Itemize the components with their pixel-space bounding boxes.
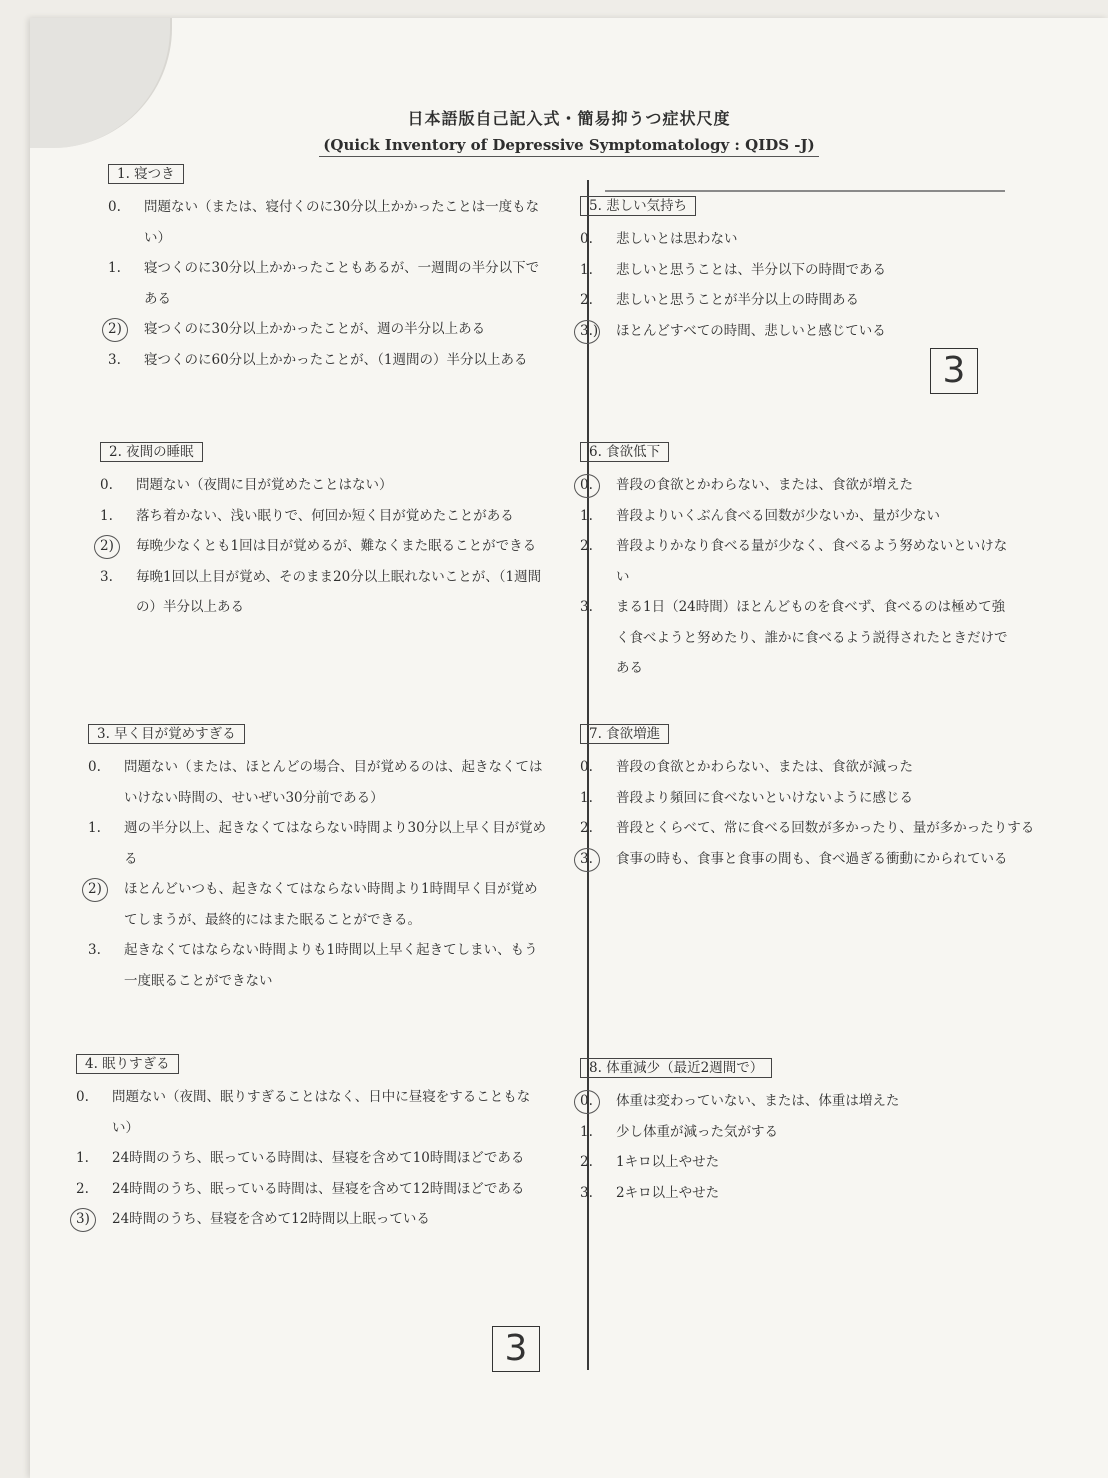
option-text: まる1日（24時間）ほとんどものを食べず、食べるのは極めて強く食べようと努めたり、誰かに食べるよう説得されたときだけである xyxy=(616,599,1008,676)
option-text: 普段よりいくぶん食べる回数が少ないか、量が少ない xyxy=(616,507,940,524)
option-number: 3. xyxy=(580,599,593,615)
answer-option xyxy=(108,253,548,314)
option-number: 2) xyxy=(88,881,102,897)
answer-option xyxy=(580,501,1015,532)
section-header: 8. 体重減少（最近2週間で） xyxy=(580,1058,772,1078)
title-english: (Quick Inventory of Depressive Symptomatology : QIDS -J) xyxy=(319,136,818,157)
option-text: 少し体重が減った気がする xyxy=(616,1123,778,1140)
answer-option xyxy=(580,592,1015,684)
answer-option xyxy=(580,783,1035,814)
score-box-bottom: 3 xyxy=(492,1326,540,1372)
section-sleep-onset xyxy=(108,164,548,375)
option-text: ほとんどいつも、起きなくてはならない時間より1時間早く目が覚めてしまうが、最終的にはまた眠ることができる。 xyxy=(124,881,538,928)
option-text: 問題ない（または、ほとんどの場合、目が覚めるのは、起きなくてはいけない時間の、せいぜい30分前である） xyxy=(124,759,543,806)
option-number: 0. xyxy=(580,1093,593,1109)
option-number: 0. xyxy=(580,477,593,493)
option-number: 3) xyxy=(76,1211,90,1227)
option-number: 2) xyxy=(100,538,114,554)
option-text: 24時間のうち、眠っている時間は、昼寝を含めて12時間ほどである xyxy=(112,1180,525,1197)
option-text: 落ち着かない、浅い眠りで、何回か短く目が覚めたことがある xyxy=(136,507,514,524)
title-english-wrap xyxy=(30,136,1108,154)
answer-option xyxy=(76,1143,548,1174)
option-text: 普段とくらべて、常に食べる回数が多かったり、量が多かったりする xyxy=(616,820,1035,836)
option-number: 1. xyxy=(580,789,593,806)
section-header: 4. 眠りすぎる xyxy=(76,1054,179,1074)
option-text: 食事の時も、食事と食事の間も、食べ過ぎる衝動にかられている xyxy=(616,850,1008,867)
option-text: 問題ない（夜間に目が覚めたことはない） xyxy=(136,477,393,493)
score-box-right: 3 xyxy=(930,348,978,394)
section-header: 6. 食欲低下 xyxy=(580,442,669,462)
answer-option xyxy=(580,470,1015,501)
answer-option xyxy=(580,1147,1000,1178)
option-text: 寝つくのに30分以上かかったこともあるが、一週間の半分以下である xyxy=(144,260,540,307)
option-text: 悲しいとは思わない xyxy=(616,231,738,247)
option-text: 24時間のうち、昼寝を含めて12時間以上眠っている xyxy=(112,1211,430,1227)
option-number: 2. xyxy=(580,292,593,308)
option-number: 1. xyxy=(580,1123,593,1140)
answer-option xyxy=(76,1204,548,1235)
option-text: 悲しいと思うことは、半分以下の時間である xyxy=(616,261,886,278)
option-number: 3. xyxy=(580,850,593,867)
option-text: 寝つくのに30分以上かかったことが、週の半分以上ある xyxy=(144,321,486,337)
option-number: 3. xyxy=(108,351,121,368)
section-header: 5. 悲しい気持ち xyxy=(580,196,696,216)
answer-option xyxy=(88,874,548,935)
questionnaire-sheet xyxy=(30,18,1108,1478)
section-appetite-increase xyxy=(580,724,1035,874)
section-night-sleep xyxy=(100,442,548,623)
option-number: 2. xyxy=(580,820,593,836)
section-appetite-decrease xyxy=(580,442,1015,684)
option-number: 0. xyxy=(76,1089,89,1105)
answer-option xyxy=(580,1086,1000,1117)
option-number: 0. xyxy=(88,759,101,775)
answer-option xyxy=(108,345,548,376)
answer-option xyxy=(88,813,548,874)
answer-option xyxy=(88,752,548,813)
option-text: 起きなくてはならない時間よりも1時間以上早く起きてしまい、もう一度眠ることができない xyxy=(124,942,538,989)
option-number: 0. xyxy=(580,759,593,775)
answer-option xyxy=(100,470,548,501)
answer-option xyxy=(580,1117,1000,1148)
answer-option xyxy=(100,501,548,532)
answer-option xyxy=(108,192,548,253)
option-number: 0. xyxy=(580,231,593,247)
answer-option xyxy=(580,531,1015,592)
option-text: 普段の食欲とかわらない、または、食欲が増えた xyxy=(616,477,913,493)
option-number: 3. xyxy=(88,942,101,958)
option-text: 普段より頻回に食べないといけないように感じる xyxy=(616,789,913,806)
answer-option xyxy=(100,562,548,623)
option-text: 悲しいと思うことが半分以上の時間ある xyxy=(616,292,859,308)
answer-option xyxy=(100,531,548,562)
answer-option xyxy=(580,316,980,347)
option-number: 1. xyxy=(88,820,101,836)
section-oversleeping xyxy=(76,1054,548,1235)
answer-option xyxy=(76,1082,548,1143)
option-number: 2. xyxy=(76,1180,89,1197)
answer-option xyxy=(108,314,548,345)
option-text: 普段の食欲とかわらない、または、食欲が減った xyxy=(616,759,913,775)
option-text: 24時間のうち、眠っている時間は、昼寝を含めて10時間ほどである xyxy=(112,1150,525,1166)
answer-option xyxy=(580,844,1035,875)
answer-option xyxy=(580,752,1035,783)
option-number: 2) xyxy=(108,321,122,337)
option-text: 普段よりかなり食べる量が少なく、食べるよう努めないといけない xyxy=(616,538,1008,585)
title-japanese: 日本語版自己記入式・簡易抑うつ症状尺度 xyxy=(407,109,731,128)
option-number: 1. xyxy=(580,261,593,278)
option-text: 毎晩少なくとも1回は目が覚めるが、難なくまた眠ることができる xyxy=(136,538,537,554)
answer-option xyxy=(580,255,980,286)
right-rule xyxy=(605,190,1005,192)
option-text: 問題ない（または、寝付くのに30分以上かかったことは一度もない） xyxy=(144,199,540,246)
option-text: 2キロ以上やせた xyxy=(616,1184,720,1201)
answer-option xyxy=(88,935,548,996)
answer-option xyxy=(580,285,980,316)
option-number: 2. xyxy=(580,1154,593,1170)
option-number: 3. xyxy=(580,1184,593,1201)
section-header: 2. 夜間の睡眠 xyxy=(100,442,203,462)
section-header: 7. 食欲増進 xyxy=(580,724,669,744)
option-number: 1. xyxy=(76,1150,89,1166)
option-number: 1. xyxy=(108,260,121,276)
option-number: 3. xyxy=(100,568,113,585)
answer-option xyxy=(580,1178,1000,1209)
answer-option xyxy=(580,813,1035,844)
section-sad-mood xyxy=(580,196,980,346)
option-text: 体重は変わっていない、または、体重は増えた xyxy=(616,1093,900,1109)
option-number: 3.) xyxy=(580,322,599,339)
section-weight-loss xyxy=(580,1058,1000,1208)
option-number: 1. xyxy=(100,507,113,524)
option-text: 週の半分以上、起きなくてはならない時間より30分以上早く目が覚める xyxy=(124,820,547,867)
option-number: 0. xyxy=(108,199,121,215)
option-number: 1. xyxy=(580,507,593,524)
option-text: 問題ない（夜間、眠りすぎることはなく、日中に昼寝をすることもない） xyxy=(112,1089,531,1136)
option-text: 寝つくのに60分以上かかったことが、（1週間の）半分以上ある xyxy=(144,351,528,368)
answer-option xyxy=(76,1174,548,1205)
section-header: 3. 早く目が覚めすぎる xyxy=(88,724,245,744)
option-text: ほとんどすべての時間、悲しいと感じている xyxy=(616,322,886,339)
option-number: 2. xyxy=(580,538,593,554)
answer-option xyxy=(580,224,980,255)
section-header: 1. 寝つき xyxy=(108,164,184,184)
option-text: 1キロ以上やせた xyxy=(616,1154,720,1170)
section-early-waking xyxy=(88,724,548,996)
option-number: 0. xyxy=(100,477,113,493)
option-text: 毎晩1回以上目が覚め、そのまま20分以上眠れないことが、（1週間の）半分以上ある xyxy=(136,568,542,615)
